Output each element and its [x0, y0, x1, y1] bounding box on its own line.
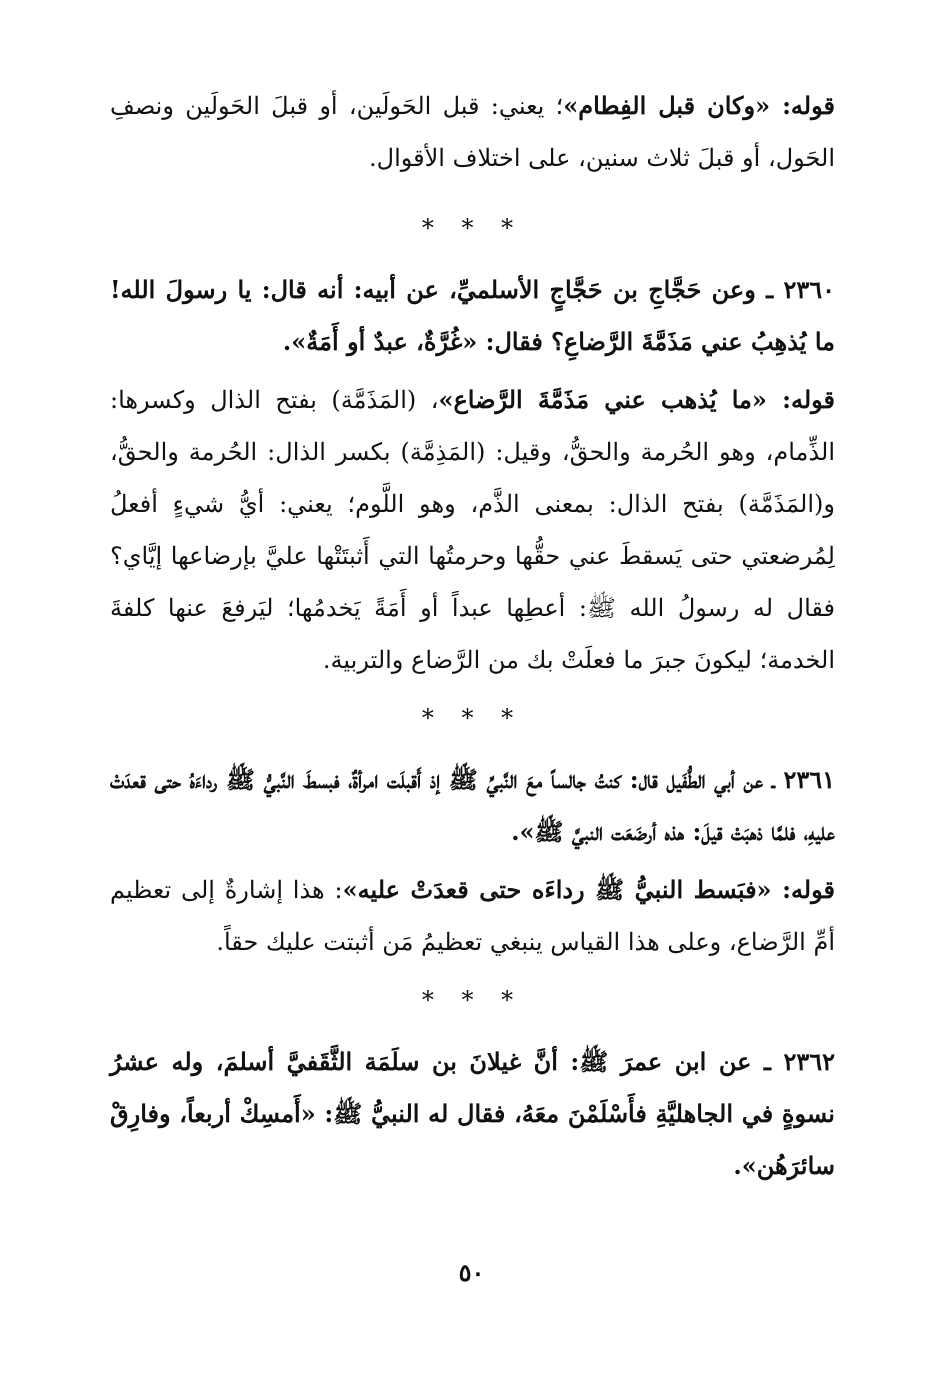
section-separator: * * * — [421, 214, 524, 242]
commentary-lead: قوله: «وكان قبل الفِطام» — [563, 91, 835, 120]
section-separator: * * * — [421, 986, 524, 1014]
hadith-paragraph: ٢٣٦٢ ـ عن ابن عمرَ ﷺ: أنَّ غيلانَ بن سلَمَة الثَّقَفيَّ أسلمَ، وله عشرُ نسوةٍ في الجاهليَّةِ فأَسْلَمْنَ معَهُ، فقال له النبيُّ ﷺ: «أَمسِكْ أربعاً، وفارِقْ سائرَهُن». — [110, 1047, 835, 1180]
page-number: ٥٠ — [458, 1258, 485, 1287]
commentary-text: ، (المَذَمَّة) بفتح الذال وكسرها: الذِّمام، وهو الحُرمة والحقُّ، وقيل: (المَذِمَّة) بكسر الذال: الحُرمة والحقُّ، و(المَذَمَّة) بفتح الذال: بمعنى الذَّم، وهو اللَّوم؛ يعني: أيُّ شيءٍ أفعلُ لِمُرضعتي حتى يَسقطَ عني حقُّها وحرمتُها التي أَثبتَتْها عليَّ بإرضاعها إيَّاي؟ فقال له رسولُ الله ﷺ: أعطِها عبداً أو أَمَةً يَخدمُها؛ ليَرفعَ عنها كلفةَ الخدمة؛ ليكونَ جبرَ ما فعلَتْ بك من الرَّضاع والتربية. — [110, 386, 835, 674]
commentary-paragraph — [110, 374, 835, 686]
commentary-text: : هذا إشارةٌ إلى تعظيم أمِّ الرَّضاع، وعلى هذا القياس ينبغي تعظيمُ مَن أثبتت عليك حقاً. — [110, 876, 835, 956]
commentary-lead: قوله: «فبَسط النبيُّ ﷺ رداءَه حتى قعدَتْ عليه» — [342, 875, 835, 904]
page-body — [110, 80, 835, 1192]
commentary-paragraph — [110, 80, 835, 184]
section-separator: * * * — [421, 704, 524, 732]
commentary-lead: قوله: «ما يُذهب عني مَذَمَّةَ الرَّضاع» — [438, 385, 836, 414]
commentary-paragraph — [110, 864, 835, 968]
commentary-text: ؛ يعني: قبل الحَولَين، أو قبلَ الحَولَين ونصفِ الحَول، أو قبلَ ثلاث سنين، على اختلاف الأقوال. — [110, 92, 835, 172]
hadith-paragraph: ٢٣٦١ ـ عن أبي الطُّفَيل قال: كنتُ جالساً معَ النَّبيِّ ﷺ إذ أَقبلَت امرأةٌ، فبسطَ النَّبيُّ ﷺ رداءَهُ حتى قعدَتْ عليهِ، فلمَّا ذهبَتْ قيلَ: هذه أرضَعَت النبيَّ ﷺ». — [110, 765, 835, 846]
hadith-paragraph: ٢٣٦٠ ـ وعن حَجَّاجِ بن حَجَّاجٍ الأسلميِّ، عن أبيه: أنه قال: يا رسولَ الله! ما يُذهِبُ عني مَذَمَّةَ الرَّضاعِ؟ فقال: «غُرَّةٌ، عبدٌ أو أَمَةٌ». — [110, 275, 836, 356]
